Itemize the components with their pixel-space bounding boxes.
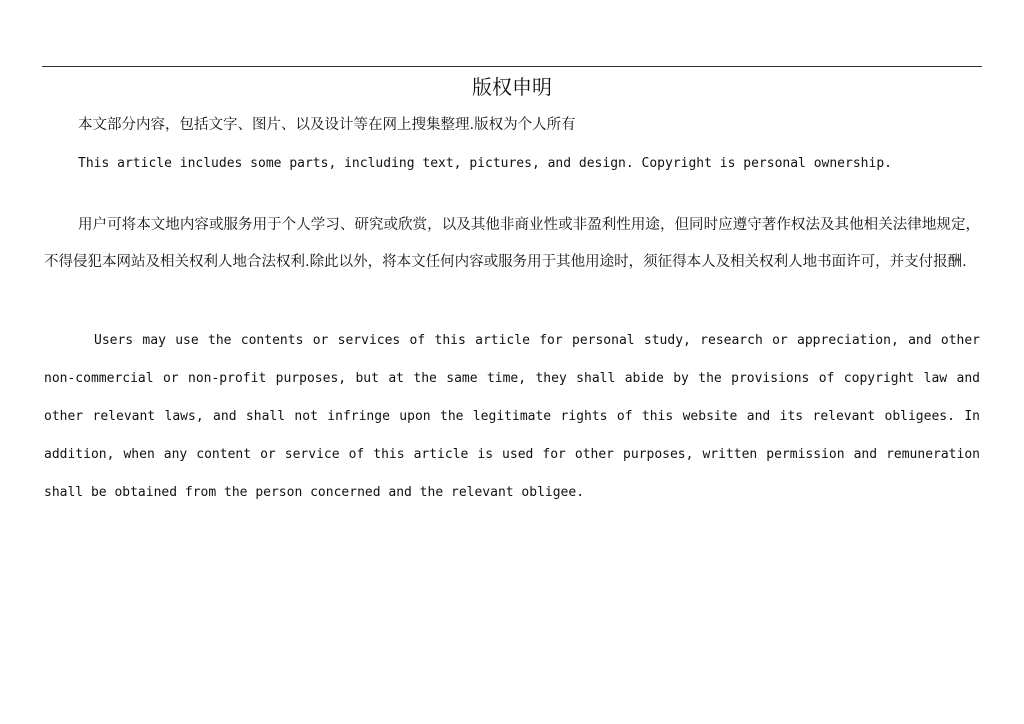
- header-rule: [42, 66, 982, 67]
- usage-paragraph-chinese: 用户可将本文地内容或服务用于个人学习、研究或欣赏，以及其他非商业性或非盈利性用途，但同时应遵守著作权法及其他相关法律地规定，不得侵犯本网站及相关权利人地合法权利.除此以外，将本文任何内容或服务用于其他用途时，须征得本人及相关权利人地书面许可，并支付报酬.: [44, 217, 980, 270]
- intro-paragraph-chinese: 本文部分内容，包括文字、图片、以及设计等在网上搜集整理.版权为个人所有: [78, 117, 576, 133]
- intro-paragraph-english: This article includes some parts, including text, pictures, and design. Copyright is personal ownership.: [78, 156, 892, 171]
- usage-paragraph-english: Users may use the contents or services of this article for personal study, research or appreciation, and other non-commercial or non-profit purposes, but at the same time, they shall abide by the provisions of copyright law and other relevant laws, and shall not infringe upon the legitimate rights of this website and its relevant obligees. In addition, when any content or service of this article is used for other purposes, written permission and remuneration shall be obtained from the person concerned and the relevant obligee.: [44, 333, 980, 500]
- document-title: 版权申明: [472, 75, 552, 99]
